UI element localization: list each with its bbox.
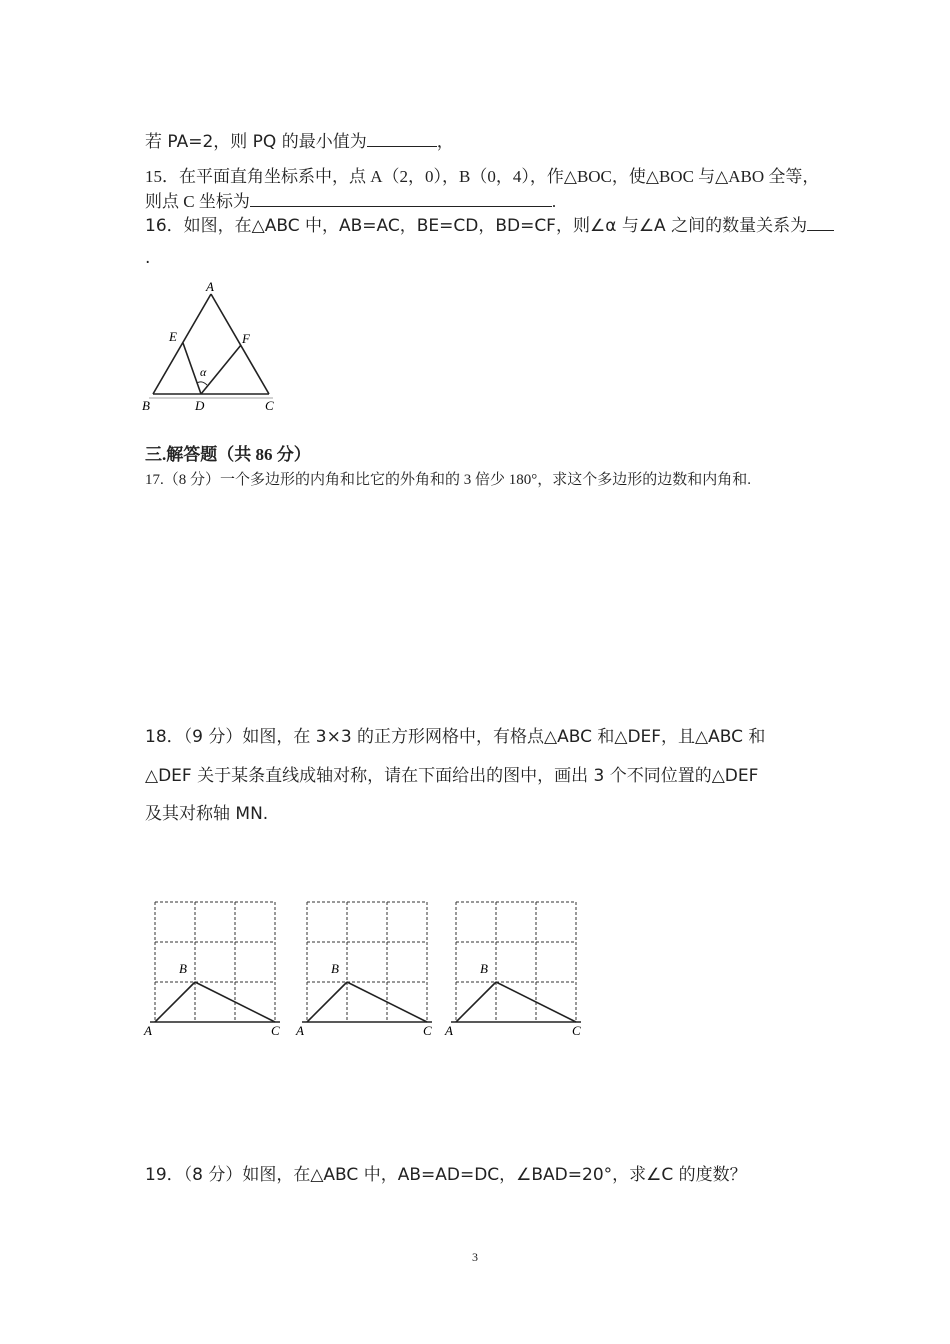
q16-triangle-figure (140, 277, 280, 417)
side-ab (155, 982, 195, 1022)
segment-df (201, 345, 241, 394)
label-c: C (265, 398, 274, 413)
grid-label-b: B (179, 961, 187, 976)
answer-blank (367, 132, 437, 147)
q18-grid-1 (143, 895, 283, 1037)
grid-label-c: C (423, 1023, 432, 1037)
grid-label-c: C (271, 1023, 280, 1037)
section-heading (145, 440, 311, 465)
segment-ac (211, 294, 269, 394)
grid-label-a: A (296, 1023, 304, 1037)
answer-blank (250, 192, 552, 207)
q15-text: 15．在平面直角坐标系中，点 A（2，0），B（0，4），作△BOC，使△BOC 与△ABO 全等， (145, 167, 820, 186)
q15-end: . (551, 192, 557, 211)
q14-end: ， (436, 132, 454, 152)
q16-cont (145, 248, 150, 268)
label-b: B (142, 398, 150, 413)
q15-line2 (145, 187, 556, 212)
q16-line (145, 211, 834, 236)
side-ab (307, 982, 347, 1022)
q18-text3: 及其对称轴 MN. (145, 804, 269, 824)
q17-line (145, 468, 751, 489)
page-number: 3 (472, 1250, 478, 1264)
q15-line1 (145, 162, 819, 187)
answer-blank (807, 216, 834, 231)
q14-tail (145, 127, 454, 152)
label-a: A (206, 279, 214, 294)
q18-text1: 18．（9 分）如图，在 3×3 的正方形网格中，有格点△ABC 和△DEF，且△ABC 和 (145, 727, 766, 747)
q18-grid-3 (444, 895, 584, 1037)
side-ab (456, 982, 496, 1022)
grid-label-b: B (331, 961, 339, 976)
grid-label-c: C (572, 1023, 581, 1037)
q18-line3 (145, 799, 268, 824)
q16-cont-text: . (145, 248, 151, 268)
q18-line1 (145, 722, 765, 747)
q19-text: 19．（8 分）如图，在△ABC 中，AB=AD=DC，∠BAD=20°，求∠C 的度数？ (145, 1165, 747, 1185)
label-alpha: α (200, 365, 207, 379)
q18-text2: △DEF 关于某条直线成轴对称，请在下面给出的图中，画出 3 个不同位置的△DEF (145, 766, 759, 786)
grid-label-a: A (144, 1023, 152, 1037)
q17-text: 17.（8 分）一个多边形的内角和比它的外角和的 3 倍少 180°，求这个多边形的边数和内角和. (145, 472, 752, 488)
q18-grid-2 (295, 895, 435, 1037)
label-e: E (169, 329, 177, 344)
q14-text: 若 PA=2，则 PQ 的最小值为 (145, 132, 367, 152)
label-f: F (242, 331, 250, 346)
label-d: D (195, 398, 205, 413)
segment-ab (153, 294, 211, 394)
section-title: 三.解答题（共 86 分） (145, 445, 311, 464)
q15-text2: 则点 C 坐标为 (145, 192, 250, 211)
q19-line (145, 1160, 747, 1185)
grid-label-b: B (480, 961, 488, 976)
q16-text: 16．如图，在△ABC 中，AB=AC，BE=CD，BD=CF，则∠α 与∠A 之间的数量关系为 (145, 216, 808, 236)
segment-ed (183, 343, 201, 394)
q18-line2 (145, 761, 758, 786)
grid-label-a: A (445, 1023, 453, 1037)
